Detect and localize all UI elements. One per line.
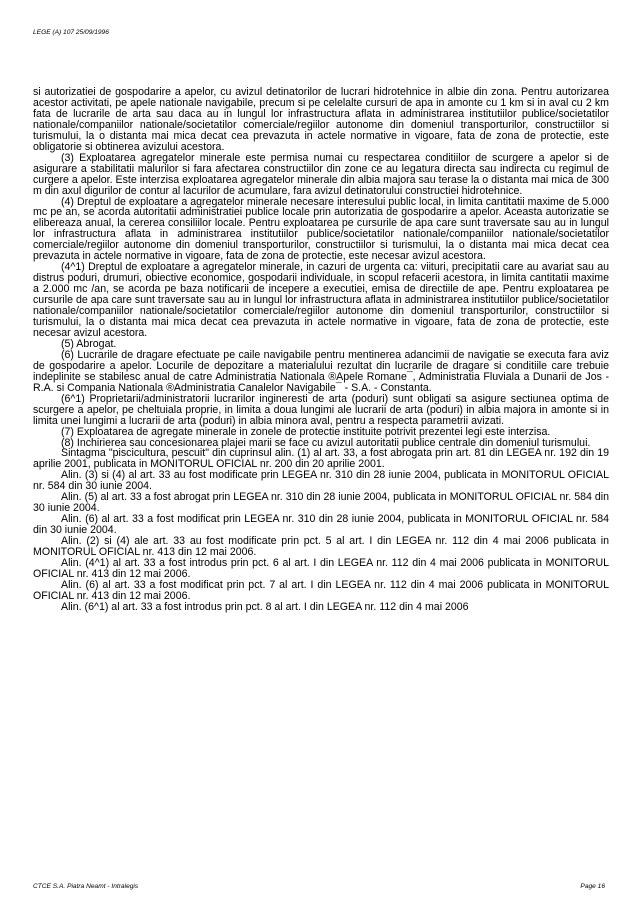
paragraph: Alin. (4^1) al art. 33 a fost introdus prin pct. 6 al art. I din LEGEA nr. 112 din 4 mai 2006 publicata in MONITORUL OFICIAL nr. 413 din 12 mai 2006. xyxy=(33,556,609,580)
paragraph: Alin. (3) si (4) al art. 33 au fost modificate prin LEGEA nr. 310 din 28 iunie 2004, publicata in MONITORUL OFICIAL nr. 584 din 30 iunie 2004. xyxy=(33,469,609,493)
paragraph: (6) Lucrarile de dragare efectuate pe caile navigabile pentru mentinerea adancimii de navigatie se executa fara aviz de gospodarire a apelor. Locurile de depozitare a materialului rezultat din lucrarile de dragare si conditiile care trebuie indeplinite se stabilesc anual de catre Administratia Nationala ®Apele Romane¯, Administratia Fluviala a Dunarii de Jos - R.A. si Compania Nationala ®Administratia Canalelor Navigabile¯ - S.A. - Constanta. xyxy=(33,348,609,394)
page-number: Page 16 xyxy=(580,883,605,890)
paragraph: (4) Dreptul de exploatare a agregatelor minerale necesare interesului public local, in limita cantitatii maxime de 5.000 mc pe an, se acorda autoritatii administratiei publice locale prin autorizatia de gospodarire a apelor. Aceasta autorizatie se elibereaza anual, la cererea consiliilor locale. Pentru exploatarea pe cursurile de apa care sunt traversate sau au in lungul lor infrastructura aflata in administrarea institutiilor publice/societatilor nationale/companiilor nationale/societatilor comerciale/regiilor autonome din domeniul transporturilor, constructiilor si turismului, la o distanta mai mica decat cea prevazuta in actele normative in vigoare, fata de zona de protectie, este necesar avizul acestora. xyxy=(33,195,609,263)
paragraph: Alin. (6) al art. 33 a fost modificat prin LEGEA nr. 310 din 28 iunie 2004, publicata in MONITORUL OFICIAL nr. 584 din 30 iunie 2004. xyxy=(33,513,609,537)
paragraph: Alin. (6^1) al art. 33 a fost introdus prin pct. 8 al art. I din LEGEA nr. 112 din 4 mai 2006 xyxy=(61,600,469,613)
paragraph: (4^1) Dreptul de exploatare a agregatelor minerale, in cazuri de urgenta ca: viituri, precipitatii care au avariat sau au distrus poduri, drumuri, obiective economice, gospodarii individuale, in scopul refacerii acestora, in limita cantitatii maxime a 2.000 mc /an, se acorda pe baza notificarii de incepere a executiei, emisa de directiile de ape. Pentru exploatarea pe cursurile de apa care sunt traversate sau au in lungul lor infrastructura aflata in administrarea institutiilor publice/societatilor nationale/companiilor nationale/societatilor comerciale/regiilor autonome din domeniul transporturilor, constructiilor si turismului, la o distanta mai mica decat cea prevazuta in actele normative in vigoare, fata de zona de protectie, este necesar avizul acestora. xyxy=(33,261,609,339)
paragraph: Sintagma "piscicultura, pescuit" din cuprinsul alin. (1) al art. 33, a fost abrogata prin art. 81 din LEGEA nr. 192 din 19 aprilie 2001, publicata in MONITORUL OFICIAL nr. 200 din 20 aprilie 2001. xyxy=(33,447,609,471)
paragraph: (5) Abrogat. xyxy=(61,337,117,350)
paragraph: Alin. (5) al art. 33 a fost abrogat prin LEGEA nr. 310 din 28 iunie 2004, publicata in MONITORUL OFICIAL nr. 584 din 30 iunie 2004. xyxy=(33,491,609,515)
paragraph: (8) Inchirierea sau concesionarea plajei marii se face cu avizul autoritatii publice centrale din domeniul turismului. xyxy=(61,436,591,449)
paragraph: (7) Exploatarea de agregate minerale in zonele de protectie instituite potrivit prezentei legi este interzisa. xyxy=(61,425,551,438)
paragraph: Alin. (2) si (4) ale art. 33 au fost modificate prin pct. 5 al art. I din LEGEA nr. 112 din 4 mai 2006 publicata in MONITORUL OFICIAL nr. 413 din 12 mai 2006. xyxy=(33,535,609,559)
page-header: LEGE (A) 107 25/09/1996 xyxy=(33,29,109,36)
paragraph: (6^1) Proprietarii/administratorii lucrarilor ingineresti de arta (poduri) sunt obligati sa asigure sectiunea optima de scurgere a apelor, pe cheltuiala proprie, in limita a doua lungimi ale lucrarii de arta (poduri) in albia majora in amonte si in limita unei lungimi a lucrarii de arta (poduri) in albia minora aval, pentru a respecta parametrii avizati. xyxy=(33,392,609,427)
paragraph: Alin. (6) al art. 33 a fost modificat prin pct. 7 al art. I din LEGEA nr. 112 din 4 mai 2006 publicata in MONITORUL OFICIAL nr. 413 din 12 mai 2006. xyxy=(33,578,609,602)
page-footer-source: CTCE S.A. Piatra Neamt - Intralegis xyxy=(33,883,139,890)
paragraph: (3) Exploatarea agregatelor minerale este permisa numai cu respectarea conditiilor de scurgere a apelor si de asigurare a stabilitatii malurilor si fara afectarea constructiilor din zone ce au legatura directa sau indirecta cu regimul de curgere a apelor. Este interzisa exploatarea agregatelor minerale din albia majora sau terase la o distanta mai mica de 300 m din axul digurilor de contur al lacurilor de acumulare, fara avizul detinatorului constructiei hidrotehnice. xyxy=(33,151,609,197)
paragraph: si autorizatiei de gospodarire a apelor, cu avizul detinatorilor de lucrari hidrotehnice in albie din zona. Pentru autorizarea acestor activitati, pe apele nationale navigabile, precum si pe celelalte cursuri de apa in amonte cu 1 km si in aval cu 2 km fata de lucrarile de arta sau daca au in lungul lor infrastructura aflata in administrarea institutiilor publice/societatilor nationale/companiilor nationale/societatilor comerciale/regiilor autonome din domeniul transporturilor, constructiilor si turismului, la o distanta mai mica decat cea prevazuta in actele normative in vigoare, fata de zona de protectie, este obligatorie si obtinerea avizului acestora. xyxy=(33,86,609,153)
document-body xyxy=(33,87,609,613)
